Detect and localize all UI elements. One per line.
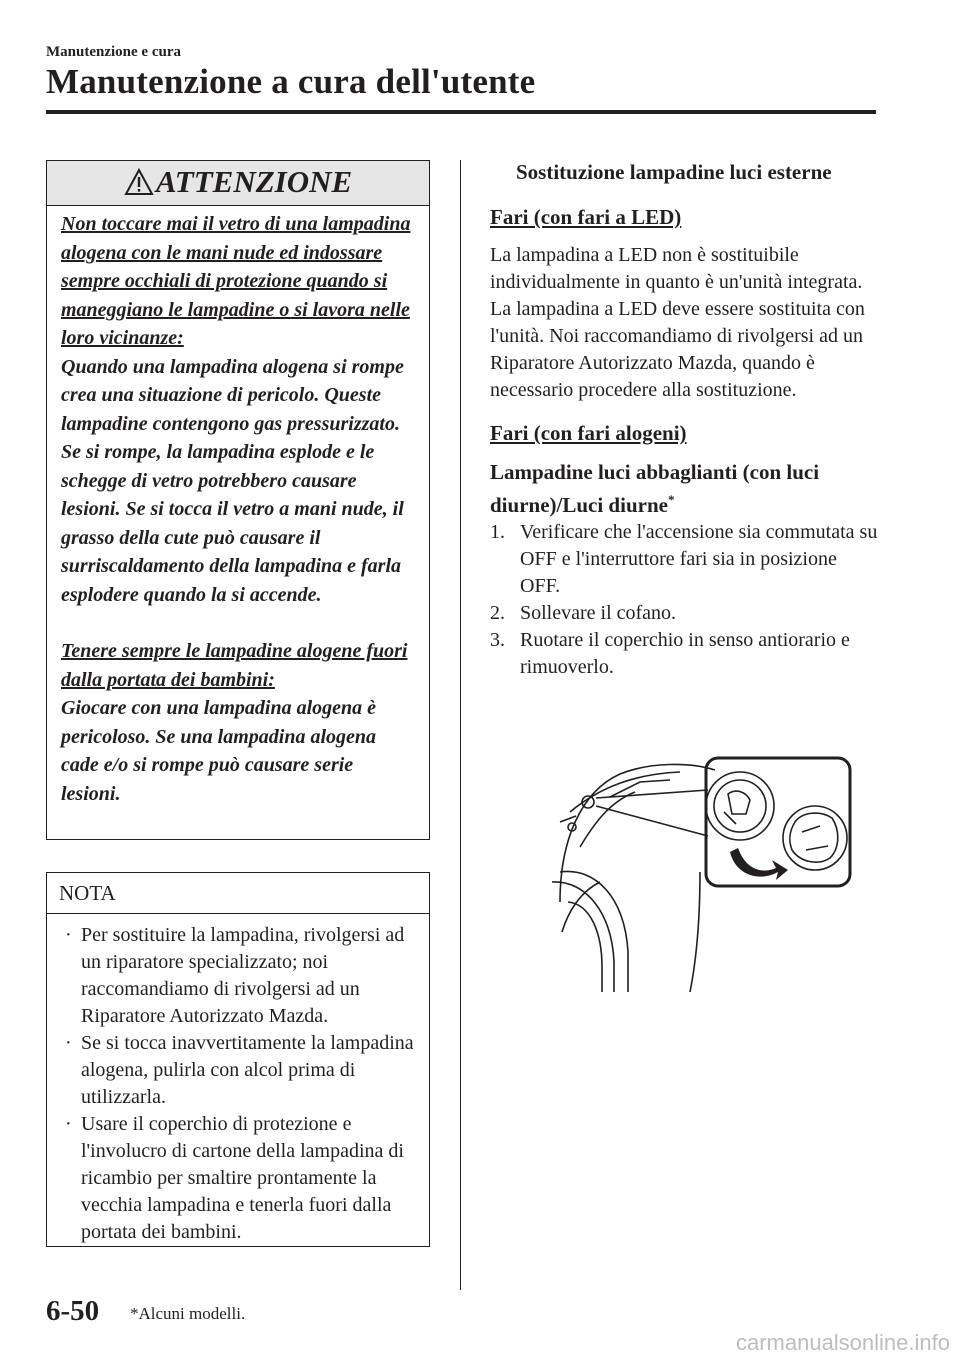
note-item: · Per sostituire la lampadina, rivolgersi ad un riparatore specializzato; noi raccomandiamo di rivolgersi ad un Riparatore Autorizzato Mazda. (65, 924, 405, 1027)
warning-para2-underlined: Tenere sempre le lampadine alogene fuori dalla portata dei bambini: (61, 640, 408, 691)
note-item: · Se si tocca inavvertitamente la lampadina alogena, pulirla con alcol prima di utilizzarla. (65, 1032, 414, 1108)
title-rule (46, 110, 876, 114)
warning-header (47, 161, 429, 206)
step-item: 2. Sollevare il cofano. (490, 602, 677, 624)
warning-triangle-icon (124, 168, 154, 196)
page-title: Manutenzione a cura dell'utente (46, 62, 536, 101)
note-item: · Usare il coperchio di protezione e l'involucro di cartone della lampadina di ricambio per smaltire prontamente la vecchia lampadina e tenerla fuori dalla portata dei bambini. (65, 1113, 404, 1243)
watermark: carmanualsonline.info (735, 1330, 950, 1355)
step-item: 3. Ruotare il coperchio in senso antiorario e rimuoverlo. (490, 629, 850, 678)
headlamp-cover-illustration (540, 752, 860, 992)
note-list (47, 914, 429, 1246)
footnote: *Alcuni modelli. (130, 1304, 246, 1323)
led-paragraph-1: La lampadina a LED non è sostituibile individualmente in quanto è un'unità integrata. (490, 244, 863, 293)
warning-para1-text: Quando una lampadina alogena si rompe crea una situazione di pericolo. Queste lampadine contengono gas pressurizzato. Se si rompe, la lampadina esplode e le schegge di vetro potrebbero causare lesioni. Se si tocca il vetro a mani nude, il grasso della cute può causare il surriscaldamento della lampadina e farla esplodere quando la si accende. (61, 355, 404, 606)
warning-body (47, 206, 429, 808)
note-box (46, 872, 430, 1247)
warning-para1-underlined: Non toccare mai il vetro di una lampadina alogena con le mani nude ed indossare sempre occhiali di protezione quando si maneggiano le lampadine o si lavora nelle loro vicinanze: (61, 213, 411, 349)
note-title: NOTA (47, 873, 429, 914)
section-label: Manutenzione e cura (46, 44, 181, 60)
steps-list (490, 519, 880, 681)
led-paragraph-2: La lampadina a LED deve essere sostituita con l'unità. Noi raccomandiamo di rivolgersi ad un Riparatore Autorizzato Mazda, quando è necessario procedere alla sostituzione. (490, 298, 865, 401)
section-heading: Sostituzione lampadine luci esterne (516, 160, 832, 184)
step-item: 1. Verificare che l'accensione sia commutata su OFF e l'interruttore fari sia in posizione OFF. (490, 521, 878, 597)
warning-title: ATTENZIONE (155, 164, 353, 199)
page-number: 6-50 (46, 1295, 100, 1327)
bulb-heading: Lampadine luci abbaglianti (con luci diurne)/Luci diurne* (490, 460, 820, 517)
halogen-heading: Fari (con fari alogeni) (490, 421, 687, 445)
led-heading: Fari (con fari a LED) (490, 205, 682, 229)
column-divider (460, 160, 461, 1290)
rotate-arrow-icon (730, 848, 788, 880)
warning-para2-text: Giocare con una lampadina alogena è pericoloso. Se una lampadina alogena cade e/o si rompe può causare serie lesioni. (61, 697, 377, 805)
warning-box (46, 160, 430, 840)
